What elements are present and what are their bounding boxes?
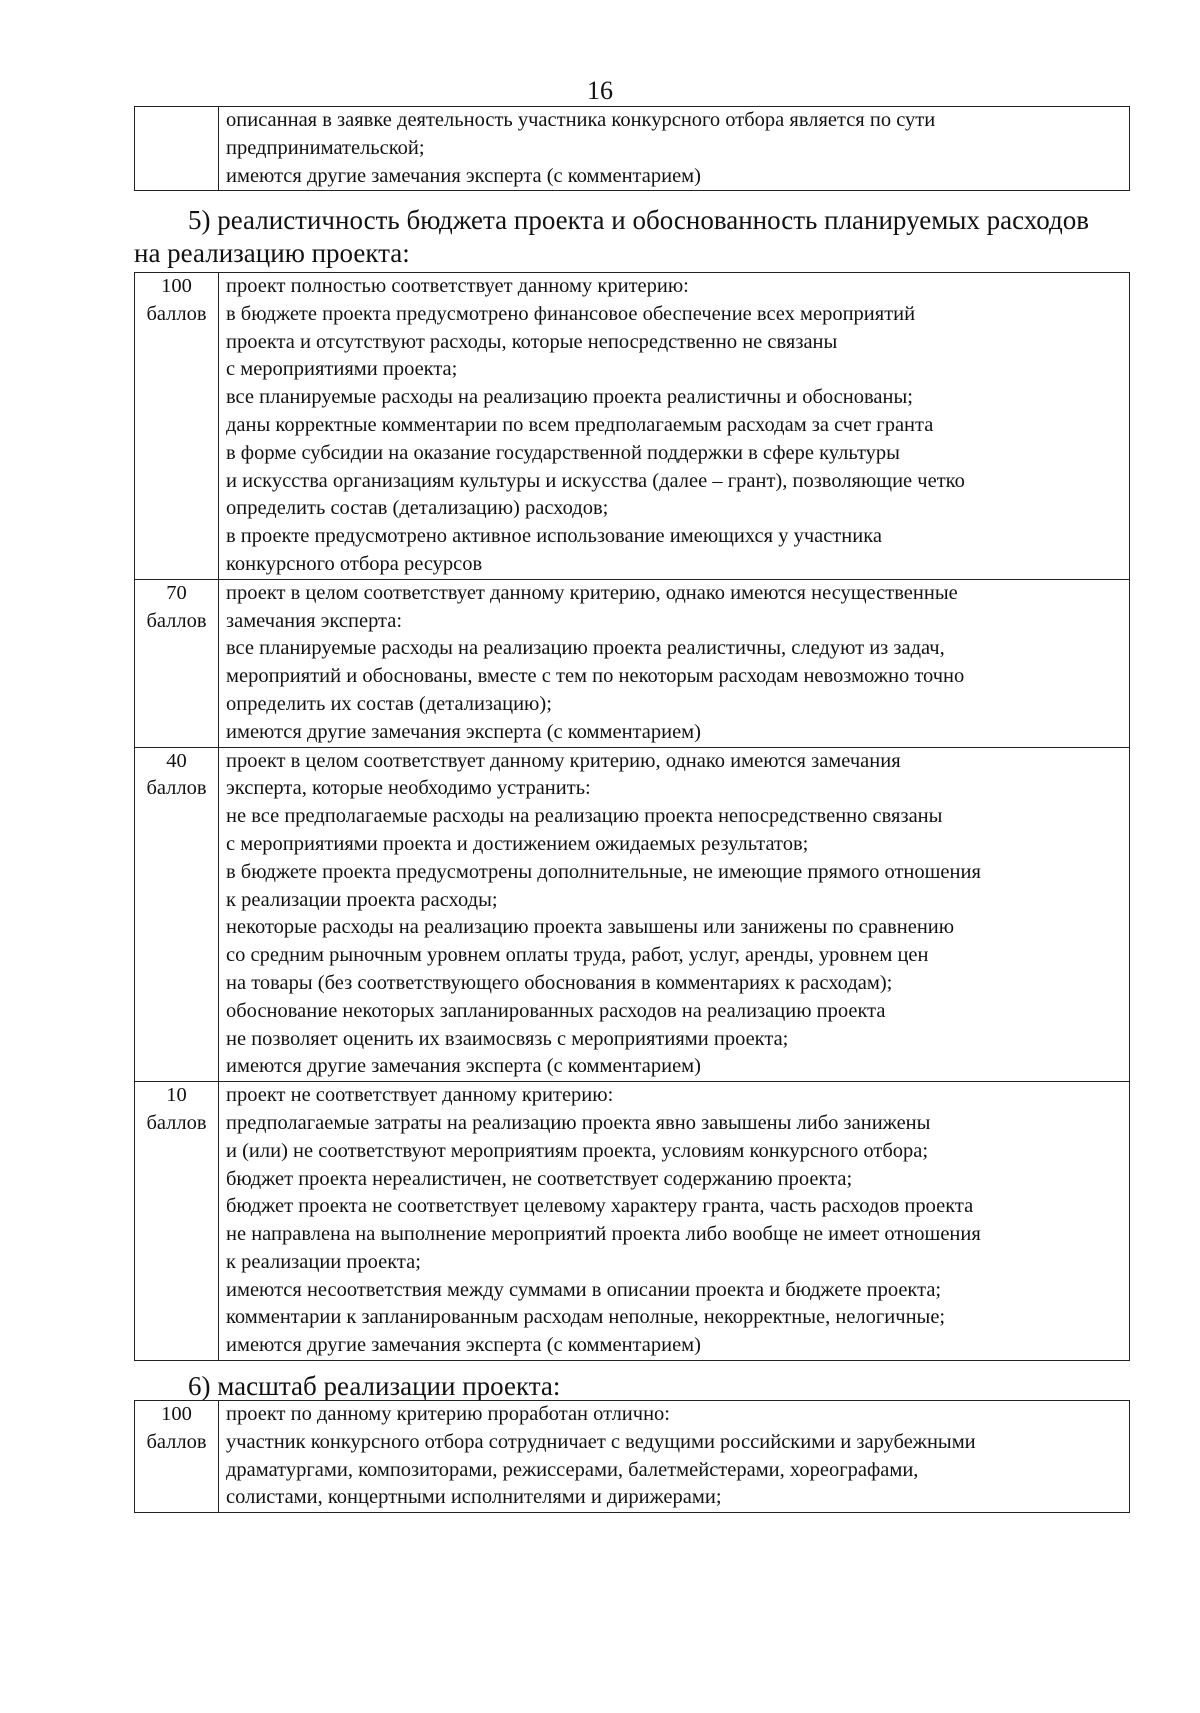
score-cell [135, 747, 219, 1082]
criteria-line: не направлена на выполнение мероприятий проекта либо вообще не имеет отношения [226, 1223, 981, 1246]
score-cell [135, 579, 219, 747]
criteria-description [219, 1401, 1130, 1513]
criteria-line: даны корректные комментарии по всем предполагаемым расходам за счет гранта [226, 413, 934, 436]
score-value: 10 [166, 1084, 187, 1107]
criteria-line: в бюджете проекта предусмотрено финансовое обеспечение всех мероприятий [226, 302, 916, 325]
section6-heading-line: 6) масштаб реализации проекта: [188, 1371, 561, 1401]
criteria-line: драматургами, композиторами, режиссерами, балетмейстерами, хореографами, [226, 1458, 919, 1481]
table-row [135, 1082, 1130, 1361]
criteria-line: в форме субсидии на оказание государственной поддержки в сфере культуры [226, 441, 900, 464]
criteria-line: мероприятий и обоснованы, вместе с тем по некоторым расходам невозможно точно [226, 665, 965, 688]
score-unit: баллов [146, 1111, 207, 1134]
criteria-line: проект в целом соответствует данному критерию, однако имеются замечания [226, 749, 901, 772]
score-value: 100 [161, 1403, 192, 1425]
score-cell-empty [135, 107, 219, 191]
criteria-line: к реализации проекта расходы; [226, 888, 498, 911]
section5-heading-line1: 5) реалистичность бюджета проекта и обоснованность планируемых расходов [188, 205, 1089, 235]
criteria-description [219, 747, 1130, 1082]
criteria-line: предполагаемые затраты на реализацию проекта явно завышены либо занижены [226, 1111, 931, 1134]
table-row [135, 273, 1130, 580]
criteria-description [219, 1082, 1130, 1361]
criteria-line: проект в целом соответствует данному критерию, однако имеются несущественные [226, 581, 958, 604]
criteria-description [219, 107, 1130, 191]
criteria-line: имеются другие замечания эксперта (с комментарием) [226, 164, 701, 187]
section5-heading-line2: на реализацию проекта: [134, 238, 410, 268]
criteria-line: имеются другие замечания эксперта (с комментарием) [226, 720, 701, 743]
score-cell [135, 273, 219, 580]
criteria-line: некоторые расходы на реализацию проекта завышены или занижены по сравнению [226, 916, 955, 939]
score-value: 100 [161, 275, 192, 297]
score-value: 40 [166, 749, 187, 772]
section6-table [134, 1400, 1130, 1513]
criteria-line: со средним рыночным уровнем оплаты труда, работ, услуг, аренды, уровнем цен [226, 944, 929, 967]
criteria-line: на товары (без соответствующего обоснования в комментариях к расходам); [226, 971, 893, 994]
criteria-description [219, 273, 1130, 580]
criteria-line: проект не соответствует данному критерию: [226, 1084, 614, 1107]
criteria-line: не позволяет оценить их взаимосвязь с мероприятиями проекта; [226, 1027, 789, 1050]
criteria-line: все планируемые расходы на реализацию проекта реалистичны, следуют из задач, [226, 637, 945, 660]
table-row [135, 107, 1130, 191]
criteria-line: участник конкурсного отбора сотрудничает с ведущими российскими и зарубежными [226, 1430, 976, 1453]
criteria-line: конкурсного отбора ресурсов [226, 552, 483, 575]
criteria-line: и искусства организациям культуры и искусства (далее – грант), позволяющие четко [226, 469, 965, 492]
criteria-line: не все предполагаемые расходы на реализацию проекта непосредственно связаны [226, 805, 943, 828]
score-cell [135, 1401, 219, 1513]
criteria-line: солистами, концертными исполнителями и дирижерами; [226, 1486, 722, 1509]
criteria-line: бюджет проекта не соответствует целевому характеру гранта, часть расходов проекта [226, 1195, 974, 1218]
continuation-table [134, 106, 1130, 191]
criteria-line: имеются несоответствия между суммами в описании проекта и бюджете проекта; [226, 1278, 942, 1301]
criteria-line: и (или) не соответствуют мероприятиям проекта, условиям конкурсного отбора; [226, 1139, 929, 1162]
score-cell [135, 1082, 219, 1361]
criteria-description [219, 579, 1130, 747]
criteria-line: все планируемые расходы на реализацию проекта реалистичны и обоснованы; [226, 386, 913, 409]
criteria-line: в бюджете проекта предусмотрены дополнительные, не имеющие прямого отношения [226, 860, 981, 883]
criteria-line: проект по данному критерию проработан отлично: [226, 1403, 671, 1425]
table-row [135, 579, 1130, 747]
table-row [135, 747, 1130, 1082]
score-value: 70 [166, 581, 187, 604]
score-unit: баллов [146, 1430, 207, 1453]
score-unit: баллов [146, 302, 207, 325]
criteria-line: обоснование некоторых запланированных расходов на реализацию проекта [226, 999, 886, 1022]
criteria-line: описанная в заявке деятельность участника конкурсного отбора является по сути [226, 109, 936, 131]
criteria-line: комментарии к запланированным расходам неполные, некорректные, нелогичные; [226, 1306, 946, 1329]
criteria-line: в проекте предусмотрено активное использование имеющихся у участника [226, 525, 882, 548]
criteria-line: с мероприятиями проекта и достижением ожидаемых результатов; [226, 832, 809, 855]
criteria-line: замечания эксперта: [226, 609, 403, 632]
criteria-line: имеются другие замечания эксперта (с комментарием) [226, 1055, 701, 1078]
criteria-line: предпринимательской; [226, 136, 425, 159]
criteria-line: определить их состав (детализацию); [226, 692, 552, 715]
criteria-line: эксперта, которые необходимо устранить: [226, 777, 591, 800]
score-unit: баллов [146, 609, 207, 632]
criteria-line: бюджет проекта нереалистичен, не соответствует содержанию проекта; [226, 1167, 853, 1190]
criteria-line: проекта и отсутствуют расходы, которые непосредственно не связаны [226, 330, 838, 353]
criteria-line: к реализации проекта; [226, 1250, 421, 1273]
section5-table [134, 272, 1130, 1361]
section5-heading [134, 204, 1130, 270]
section6-heading [134, 1370, 1130, 1403]
page-number: 16 [587, 76, 613, 105]
criteria-line: с мероприятиями проекта; [226, 358, 458, 381]
criteria-line: определить состав (детализацию) расходов; [226, 497, 609, 520]
criteria-line: имеются другие замечания эксперта (с комментарием) [226, 1334, 701, 1357]
criteria-line: проект полностью соответствует данному критерию: [226, 275, 689, 297]
table-row [135, 1401, 1130, 1513]
score-unit: баллов [146, 777, 207, 800]
